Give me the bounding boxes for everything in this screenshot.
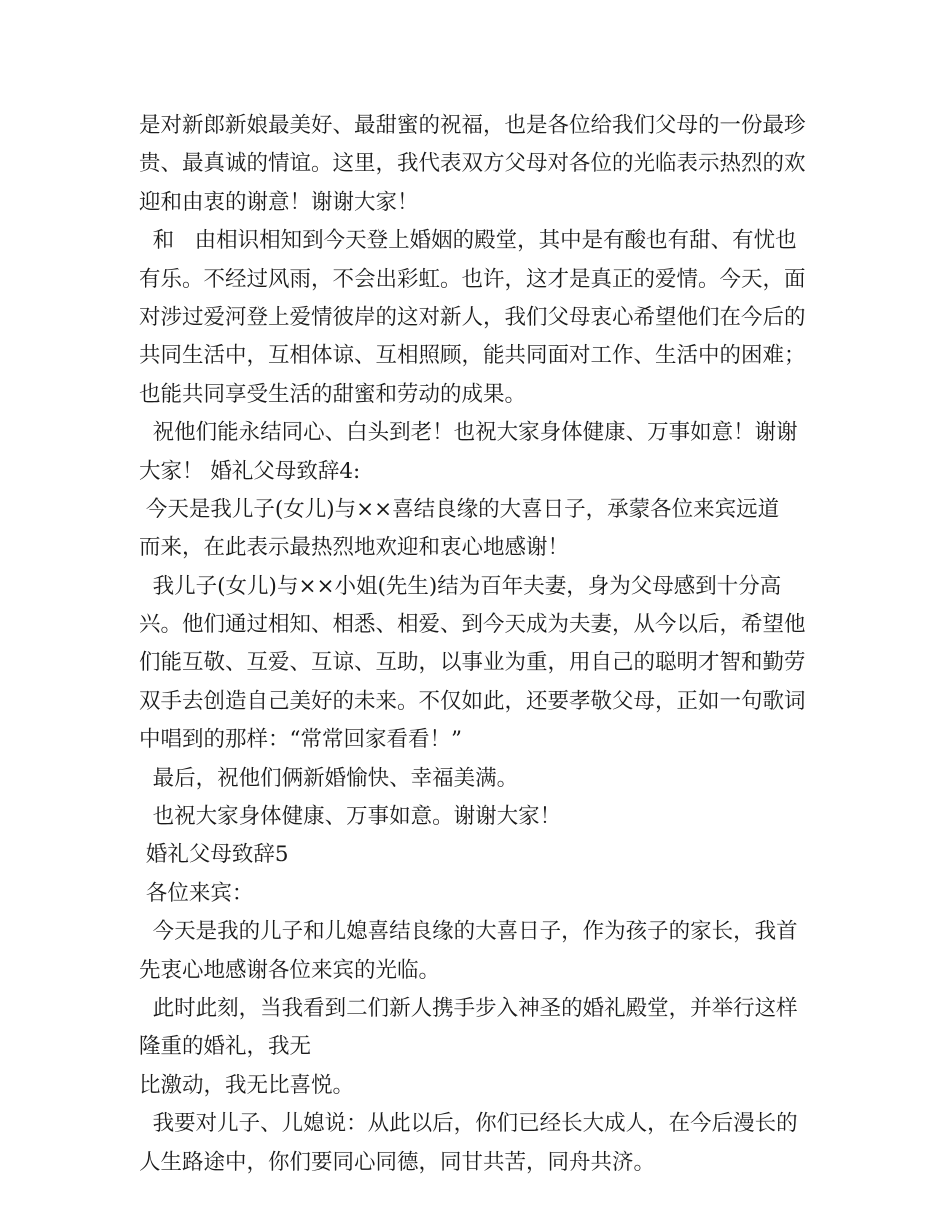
text-line: 比激动，我无比喜悦。 [139,1072,355,1098]
text-line: 隆重的婚礼，我无 [139,1034,312,1060]
text-line: 有乐。不经过风雨，不会出彩虹。也许，这才是真正的爱情。今天，面 [139,266,806,292]
text-line: 人生路途中，你们要同心同德，同甘共苦，同舟共济。 [139,1149,656,1175]
text-line: 兴。他们通过相知、相悉、相爱、到今天成为夫妻，从今以后，希望他 [139,612,806,638]
text-line: 祝他们能永结同心、白头到老！也祝大家身体健康、万事如意！谢谢 [139,420,798,446]
text-line: 对涉过爱河登上爱情彼岸的这对新人，我们父母衷心希望他们在今后的 [139,304,806,330]
section-heading-line: 大家！ 婚礼父母致辞4: [139,458,361,484]
text-line: 迎和由衷的谢意！谢谢大家！ [139,189,419,215]
salutation: 各位来宾： [139,880,254,906]
text-line: 也能共同享受生活的甜蜜和劳动的成果。 [139,381,527,407]
text-line: 而来，在此表示最热烈地欢迎和衷心地感谢！ [139,535,570,561]
text-line: 也祝大家身体健康、万事如意。谢谢大家！ [139,804,562,830]
text-line: 我要对儿子、儿媳说：从此以后，你们已经长大成人，在今后漫长的 [139,1111,798,1137]
text-line: 最后，祝他们俩新婚愉快、幸福美满。 [139,765,519,791]
text-line: 今天是我儿子(女儿)与××喜结良缘的大喜日子，承蒙各位来宾远道 [139,496,780,522]
text-line: 贵、最真诚的情谊。这里，我代表双方父母对各位的光临表示热烈的欢 [139,151,806,177]
text-line: 今天是我的儿子和儿媳喜结良缘的大喜日子，作为孩子的家长，我首 [139,919,798,945]
text-line: 双手去创造自己美好的未来。不仅如此，还要孝敬父母，正如一句歌词 [139,688,806,714]
document-body [139,107,829,1182]
text-line: 中唱到的那样：“常常回家看看！” [139,727,462,753]
text-line: 和 由相识相知到今天登上婚姻的殿堂，其中是有酸也有甜、有忧也 [139,228,797,254]
text-line: 此时此刻，当我看到二们新人携手步入神圣的婚礼殿堂，并举行这样 [139,995,798,1021]
section-heading: 婚礼父母致辞5 [139,842,289,868]
text-line: 是对新郎新娘最美好、最甜蜜的祝福，也是各位给我们父母的一份最珍 [139,113,806,138]
text-line: 们能互敬、互爱、互谅、互助，以事业为重，用自己的聪明才智和勤劳 [139,650,806,676]
text-line: 先衷心地感谢各位来宾的光临。 [139,957,441,983]
text-line: 共同生活中，互相体谅、互相照顾，能共同面对工作、生活中的困难； [139,343,806,369]
text-line: 我儿子(女儿)与××小姐(先生)结为百年夫妻，身为父母感到十分高 [139,573,782,599]
